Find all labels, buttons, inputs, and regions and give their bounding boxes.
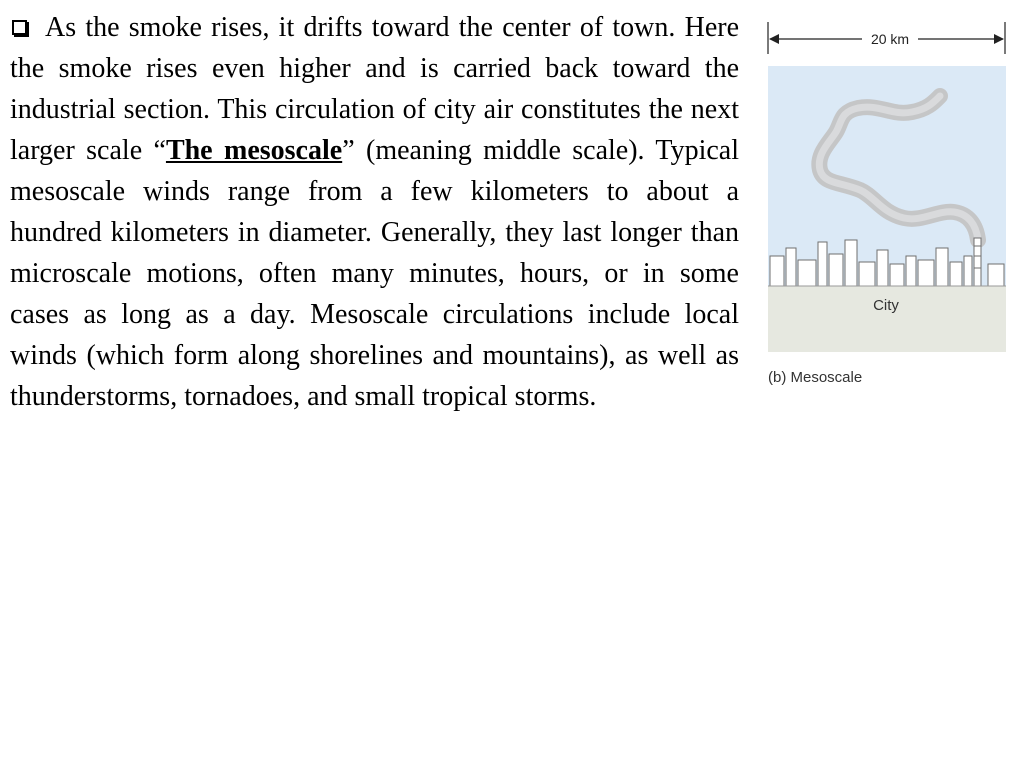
mesoscale-term: The mesoscale [165,135,343,166]
building [845,240,857,286]
checkbox-bullet-icon [12,20,27,35]
city-label: City [873,297,899,314]
body-paragraph [10,7,739,417]
figure-caption: (b) Mesoscale [768,369,863,386]
building [877,250,888,286]
scale-right-arrow-icon [994,34,1004,44]
building [818,242,827,286]
building [859,262,875,286]
scale-left-arrow-icon [769,34,779,44]
building [964,256,972,286]
mesoscale-illustration [762,12,1012,392]
smokestack-body [974,238,981,286]
building [918,260,934,286]
paragraph-intro: As the smoke rises, it drifts toward the center of town. Here the smoke rises even higher and is carried back toward the industrial section. This circulation of city air constitutes the next larger scale “ [10,12,739,166]
building [829,254,843,286]
mesoscale-figure [762,12,1012,392]
building [950,262,962,286]
ground-panel [768,286,1006,352]
building [906,256,916,286]
scale-label: 20 km [870,31,910,47]
building [770,256,784,286]
scale-bar [768,22,1005,54]
building [988,264,1004,286]
paragraph-rest: ” (meaning middle scale). Typical mesoscale winds range from a few kilometers to about a hundred kilometers in diameter. Generally, they last longer than microscale motions, often many minutes, hours, or in some cases as long as a day. Mesoscale circulations include local winds (which form along shorelines and mountains), as well as thunderstorms, tornadoes, and small tropical storms. [10,135,739,412]
building [798,260,816,286]
building [786,248,796,286]
smokestack [974,238,981,286]
building [890,264,904,286]
building [936,248,948,286]
